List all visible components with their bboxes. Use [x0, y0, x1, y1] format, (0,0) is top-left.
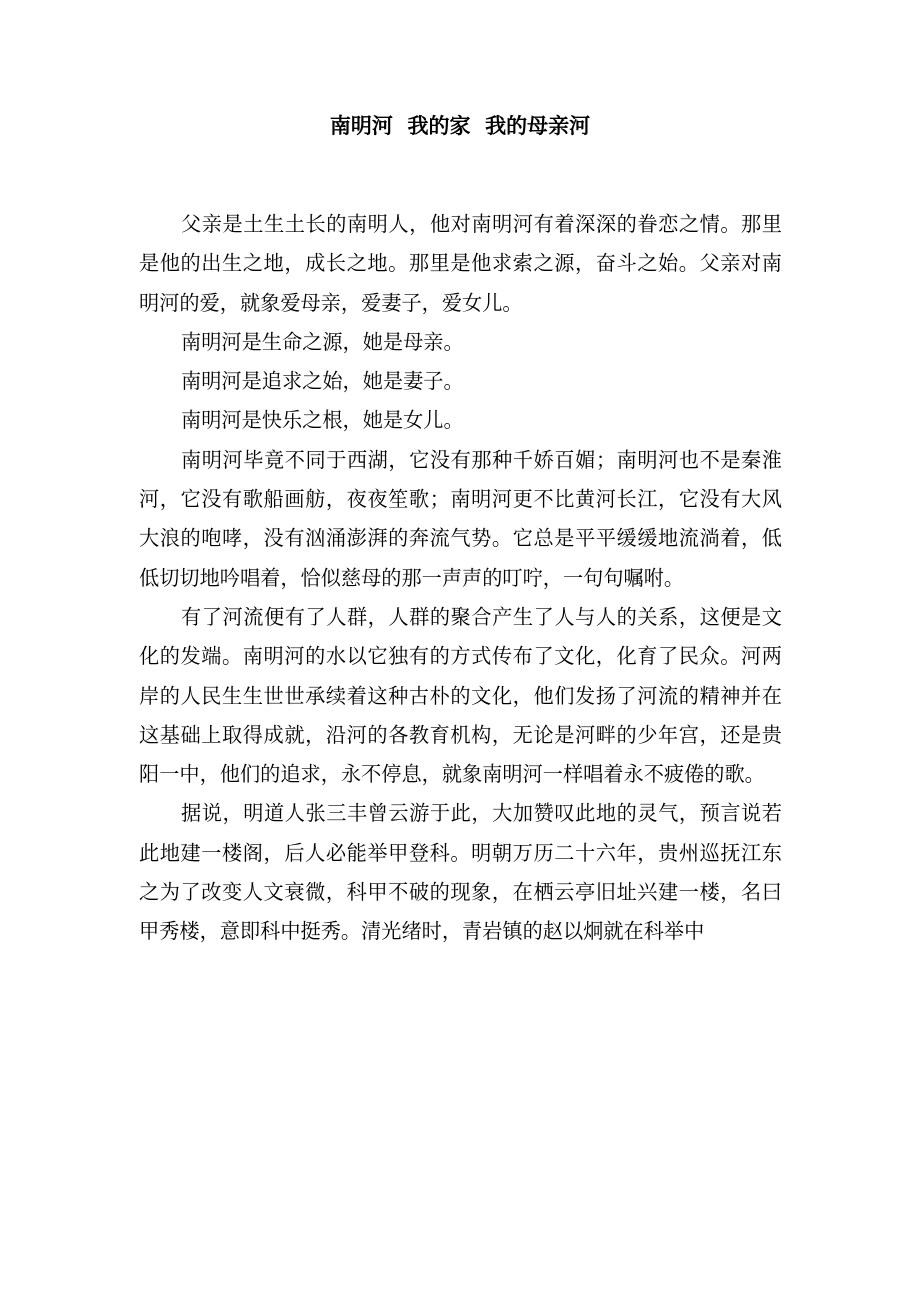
paragraph: 有了河流便有了人群，人群的聚合产生了人与人的关系，这便是文化的发端。南明河的水以它独有的方式传布了文化，化育了民众。河两岸的人民生生世世承续着这种古朴的文化，他们发扬了河流的精神并在这基础上取得成就，沿河的各教育机构，无论是河畔的少年宫，还是贵阳一中，他们的追求，永不停息，就象南明河一样唱着永不疲倦的歌。 [139, 604, 782, 787]
paragraph: 父亲是土生土长的南明人，他对南明河有着深深的眷恋之情。那里是他的出生之地，成长之地。那里是他求索之源，奋斗之始。父亲对南明河的爱，就象爱母亲，爱妻子，爱女儿。 [139, 212, 782, 315]
paragraph: 南明河是追求之始，她是妻子。 [181, 369, 464, 394]
paragraph: 南明河是生命之源，她是母亲。 [181, 329, 464, 354]
paragraph: 南明河是快乐之根，她是女儿。 [181, 408, 464, 433]
document-body [139, 205, 782, 952]
paragraph: 南明河毕竟不同于西湖，它没有那种千娇百媚；南明河也不是秦淮河，它没有歌船画舫，夜夜笙歌；南明河更不比黄河长江，它没有大风大浪的咆哮，没有汹涌澎湃的奔流气势。它总是平平缓缓地流淌着，低低切切地吟唱着，恰似慈母的那一声声的叮咛，一句句嘱咐。 [139, 447, 782, 590]
paragraph: 据说，明道人张三丰曾云游于此，大加赞叹此地的灵气，预言说若此地建一楼阁，后人必能举甲登科。明朝万历二十六年，贵州巡抚江东之为了改变人文衰微，科甲不破的现象，在栖云亭旧址兴建一楼，名曰甲秀楼，意即科中挺秀。清光绪时，青岩镇的赵以炯就在科举中 [139, 801, 782, 944]
document-title: 南明河 我的家 我的母亲河 [329, 114, 591, 138]
